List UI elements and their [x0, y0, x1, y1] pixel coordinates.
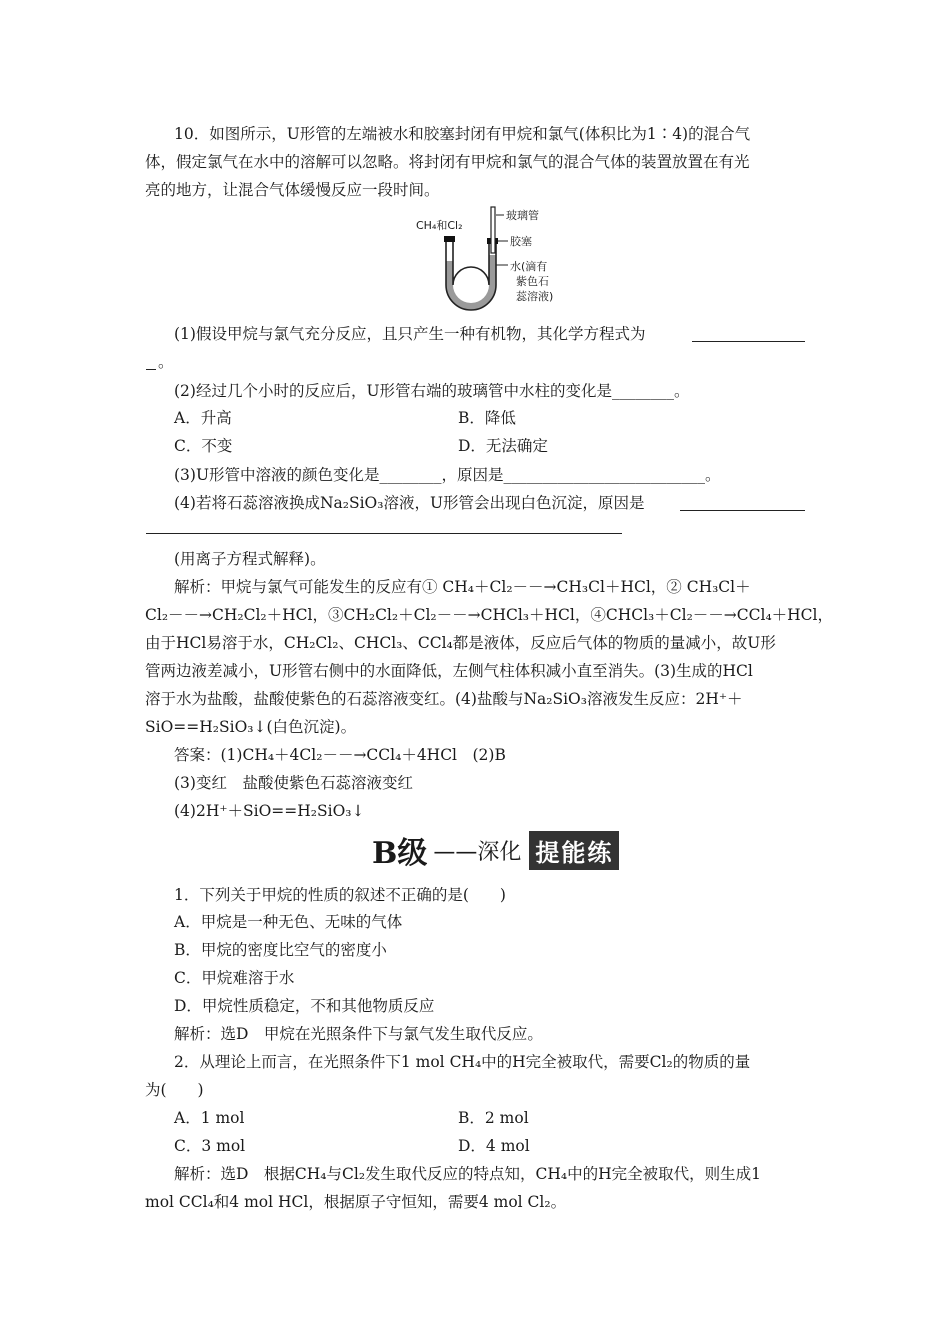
q1-option-d: D．甲烷性质稳定，不和其他物质反应: [174, 997, 435, 1015]
q10-answer-3: (4)2H⁺＋SiO==H₂SiO₃↓: [174, 802, 365, 820]
u-tube-diagram: [410, 205, 600, 320]
option-a: A．升高: [174, 409, 232, 427]
section-box-title: 提能练: [529, 831, 619, 870]
q10-stem-line3: 亮的地方，让混合气体缓慢反应一段时间。: [145, 181, 440, 199]
q1-option-b: B．甲烷的密度比空气的密度小: [174, 941, 387, 959]
q10-part2: (2)经过几个小时的反应后，U形管右端的玻璃管中水柱的变化是________。: [174, 382, 690, 400]
q10-part4-end: (用离子方程式解释)。: [174, 550, 326, 568]
label-water-3: 蕊溶液): [516, 290, 554, 303]
q1-stem: 1．下列关于甲烷的性质的叙述不正确的是( ): [174, 886, 506, 904]
label-glass-tube: 玻璃管: [506, 209, 539, 222]
q10-analysis-4: 管两边液差减小，U形管右侧中的水面降低，左侧气柱体积减小直至消失。(3)生成的HCl: [145, 662, 753, 680]
q10-analysis-6: SiO==H₂SiO₃↓(白色沉淀)。: [145, 718, 357, 736]
q10-part4: (4)若将石蕊溶液换成Na₂SiO₃溶液，U形管会出现白色沉淀，原因是: [174, 494, 645, 512]
option-d: D．无法确定: [458, 437, 548, 455]
q2-analysis-1: 解析：选D 根据CH₄与Cl₂发生取代反应的特点知，CH₄中的H完全被取代，则生成1: [174, 1165, 762, 1183]
section-heading: [372, 830, 619, 870]
q1-option-c: C．甲烷难溶于水: [174, 969, 295, 987]
q10-part1: (1)假设甲烷与氯气充分反应，且只产生一种有机物，其化学方程式为: [174, 325, 646, 343]
q2-option-b: B．2 mol: [458, 1109, 529, 1127]
q2-analysis-2: mol CCl₄和4 mol HCl，根据原子守恒知，需要4 mol Cl₂。: [145, 1193, 567, 1211]
q10-stem-line2: 体，假定氯气在水中的溶解可以忽略。将封闭有甲烷和氯气的混合气体的装置放置在有光: [145, 153, 750, 171]
label-water-1: 水(滴有: [510, 260, 548, 273]
label-stopper: 胶塞: [510, 235, 532, 248]
q2-option-c: C．3 mol: [174, 1137, 246, 1155]
q1-analysis: 解析：选D 甲烷在光照条件下与氯气发生取代反应。: [174, 1025, 543, 1043]
option-b: B．降低: [458, 409, 516, 427]
label-gas: CH₄和Cl₂: [416, 219, 463, 232]
answer-blank-4-cont: [146, 533, 622, 534]
answer-blank-1-cont: [146, 369, 156, 370]
q10-part1-end: 。: [158, 353, 174, 371]
q10-analysis-5: 溶于水为盐酸，盐酸使紫色的石蕊溶液变红。(4)盐酸与Na₂SiO₃溶液发生反应：2H⁺＋: [145, 690, 743, 708]
q2-option-d: D．4 mol: [458, 1137, 530, 1155]
section-level: B级: [372, 836, 428, 871]
answer-blank-4: [680, 510, 805, 511]
answer-blank-1: [692, 341, 805, 342]
label-water-2: 紫色石: [516, 275, 549, 288]
q2-stem-line2: 为( ): [145, 1081, 204, 1099]
q10-answer-2: (3)变红 盐酸使紫色石蕊溶液变红: [174, 774, 413, 792]
q10-analysis-2: Cl₂－－→CH₂Cl₂＋HCl，③CH₂Cl₂＋Cl₂－－→CHCl₃＋HCl，④CHCl₃＋Cl₂－－→CCl₄＋HCl，: [145, 606, 834, 624]
q2-option-a: A．1 mol: [174, 1109, 245, 1127]
q2-stem-line1: 2．从理论上而言，在光照条件下1 mol CH₄中的H完全被取代，需要Cl₂的物质的量: [174, 1053, 751, 1071]
q1-option-a: A．甲烷是一种无色、无味的气体: [174, 913, 403, 931]
q10-analysis-1: 解析：甲烷与氯气可能发生的反应有① CH₄＋Cl₂－－→CH₃Cl＋HCl，② CH₃Cl＋: [174, 578, 751, 596]
option-c: C．不变: [174, 437, 233, 455]
q10-analysis-3: 由于HCl易溶于水，CH₂Cl₂、CHCl₃、CCl₄都是液体，反应后气体的物质的量减小，故U形: [145, 634, 776, 652]
section-subtitle: ——深化: [433, 839, 522, 865]
q10-answer-1: 答案：(1)CH₄＋4Cl₂－－→CCl₄＋4HCl (2)B: [174, 746, 506, 764]
q10-part3: (3)U形管中溶液的颜色变化是________，原因是__________________________。: [174, 466, 721, 484]
q10-stem-line1: 10．如图所示，U形管的左端被水和胶塞封闭有甲烷和氯气(体积比为1∶4)的混合气: [174, 125, 751, 143]
